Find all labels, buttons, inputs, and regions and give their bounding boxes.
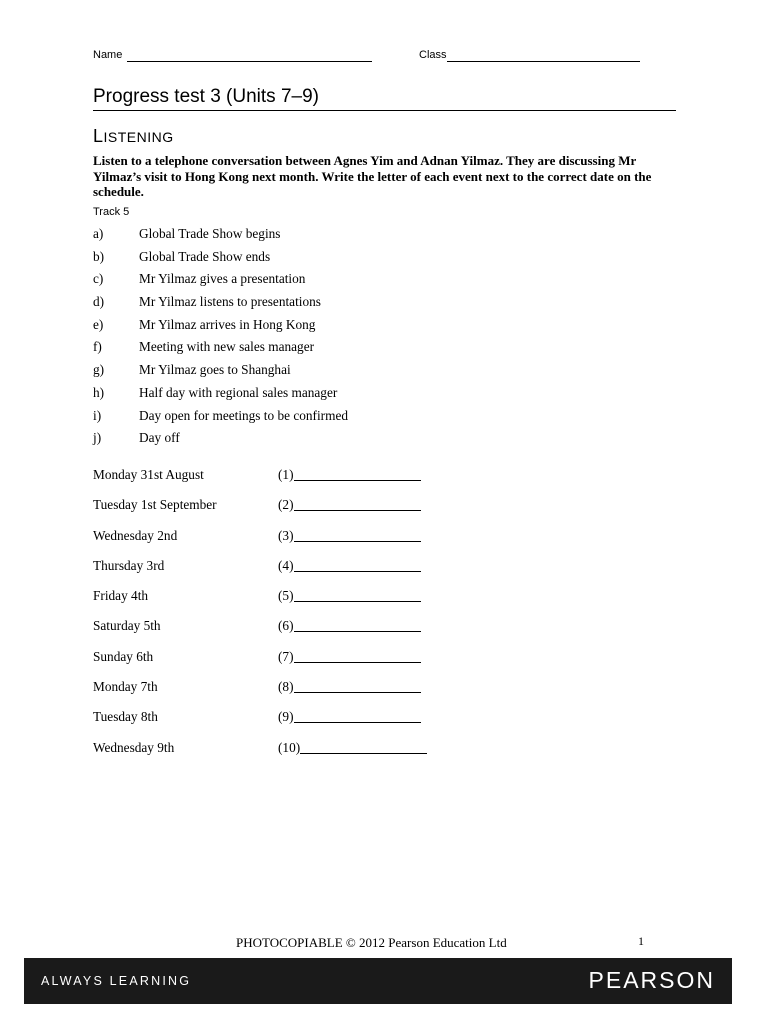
- page-number: 1: [638, 934, 644, 948]
- event-letter: f): [93, 339, 102, 355]
- class-field[interactable]: [447, 61, 640, 62]
- track-label: Track 5: [93, 206, 130, 218]
- schedule-number: (6): [278, 618, 294, 634]
- answer-blank[interactable]: [294, 722, 421, 723]
- name-label: Name: [93, 49, 123, 61]
- answer-blank[interactable]: [294, 631, 421, 632]
- student-details-header: [93, 49, 653, 65]
- event-text: Day open for meetings to be confirmed: [139, 407, 348, 423]
- pearson-logo: PEARSON: [588, 967, 715, 993]
- schedule-number: (8): [278, 679, 294, 695]
- page-title: Progress test 3 (Units 7–9): [93, 86, 319, 107]
- event-letter: j): [93, 430, 102, 446]
- event-letter: d): [93, 294, 105, 310]
- event-text: Mr Yilmaz goes to Shanghai: [139, 362, 291, 378]
- answer-blank[interactable]: [294, 601, 421, 602]
- schedule-day: Saturday 5th: [93, 618, 161, 634]
- section-heading-rest: ISTENING: [103, 129, 174, 145]
- instructions: Listen to a telephone conversation between Agnes Yim and Adnan Yilmaz. They are discussing Mr Yilmaz’s visit to Hong Kong next month. Write the letter of each event next to the correct date on the schedule.: [93, 153, 652, 199]
- event-letter: a): [93, 226, 104, 241]
- schedule-number: (10): [278, 739, 301, 755]
- schedule-day: Tuesday 8th: [93, 709, 158, 725]
- event-letter: h): [93, 384, 105, 400]
- answer-blank[interactable]: [300, 753, 427, 754]
- section-heading: [93, 126, 174, 147]
- schedule-number: (5): [278, 588, 294, 604]
- section-heading-initial: L: [93, 126, 104, 146]
- answer-blank[interactable]: [294, 571, 421, 572]
- title-divider: [93, 110, 676, 111]
- schedule-day: Sunday 6th: [93, 648, 154, 664]
- schedule-number: (1): [278, 467, 294, 482]
- schedule-day: Monday 7th: [93, 679, 158, 695]
- brand-bar: [24, 958, 732, 1004]
- event-text: Half day with regional sales manager: [139, 384, 338, 400]
- event-letter: b): [93, 248, 105, 264]
- schedule-number: (3): [278, 527, 294, 543]
- copyright-footer: PHOTOCOPIABLE © 2012 Pearson Education Ltd: [236, 935, 507, 950]
- schedule-number: (2): [278, 497, 294, 513]
- answer-blank[interactable]: [294, 662, 421, 663]
- answer-blank[interactable]: [294, 480, 421, 481]
- class-label: Class: [419, 49, 447, 61]
- event-letter: i): [93, 407, 102, 423]
- event-letter: c): [93, 271, 104, 287]
- schedule-day: Friday 4th: [93, 588, 149, 604]
- schedule-day: Wednesday 2nd: [93, 527, 178, 543]
- answer-blank[interactable]: [294, 541, 421, 542]
- slogan: ALWAYS LEARNING: [41, 974, 192, 988]
- schedule-day: Wednesday 9th: [93, 739, 175, 755]
- schedule-number: (9): [278, 709, 294, 725]
- name-field[interactable]: [127, 61, 372, 62]
- schedule-number: (7): [278, 648, 294, 664]
- event-letter: e): [93, 316, 104, 332]
- event-text: Mr Yilmaz gives a presentation: [139, 271, 306, 287]
- event-text: Mr Yilmaz listens to presentations: [139, 294, 321, 310]
- schedule-day: Monday 31st August: [93, 467, 204, 482]
- event-text: Day off: [139, 430, 180, 446]
- event-letter: g): [93, 362, 105, 378]
- schedule-number: (4): [278, 557, 294, 573]
- event-text: Global Trade Show ends: [139, 248, 271, 264]
- answer-blank[interactable]: [294, 692, 421, 693]
- event-text: Global Trade Show begins: [139, 226, 281, 241]
- answer-blank[interactable]: [294, 510, 421, 511]
- event-text: Meeting with new sales manager: [139, 339, 315, 355]
- event-text: Mr Yilmaz arrives in Hong Kong: [139, 316, 316, 332]
- schedule-day: Tuesday 1st September: [93, 497, 217, 513]
- schedule-day: Thursday 3rd: [93, 557, 165, 573]
